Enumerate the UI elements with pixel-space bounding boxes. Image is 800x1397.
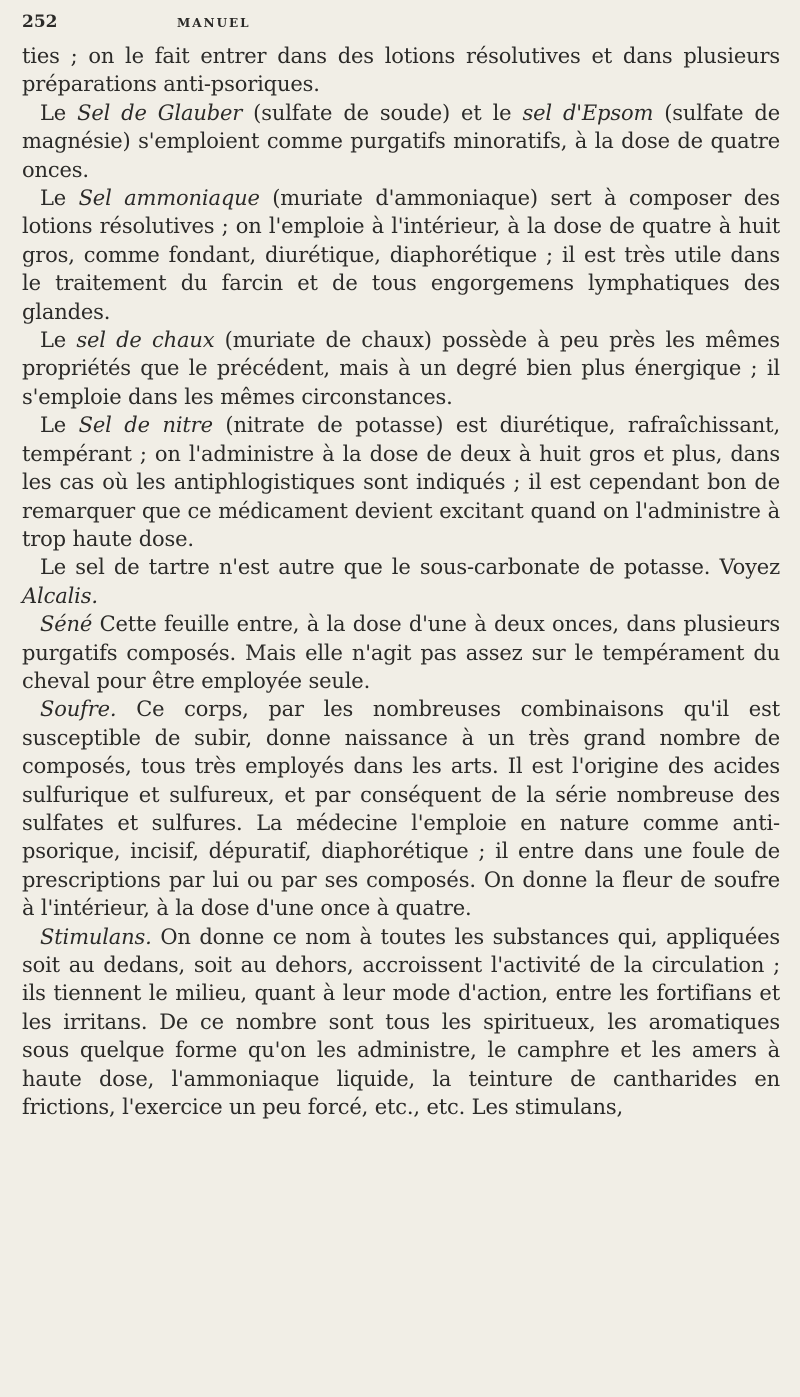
- text-run: (muriate d'ammoniaque) sert à composer des lotions résolutives ; on l'emploie à l'intérieur, à la dose de quatre à huit gros, comme fondant, diurétique, diaphorétique ; il est très utile dans le traitement du farcin et de tous engorgemens lymphatiques des glandes.: [22, 186, 780, 324]
- italic-term: Sel ammoniaque: [78, 186, 260, 211]
- body-text: [22, 42, 780, 1121]
- paragraph-sene: [22, 610, 780, 695]
- italic-term: Alcalis.: [22, 583, 98, 608]
- paragraph-sel-de-tartre: [22, 553, 780, 610]
- text-run: (muriate de chaux) possède à peu près les mêmes propriétés que le précédent, mais à un degré bien plus énergique ; il s'emploie dans les mêmes circonstances.: [22, 328, 780, 409]
- text-run: Le: [40, 100, 78, 125]
- paragraph-stimulans: [22, 923, 780, 1122]
- text-run: Le sel de tartre n'est autre que le sous-carbonate de potasse. Voyez: [40, 555, 780, 580]
- page-number: 252: [22, 12, 58, 32]
- text-run: Le: [40, 328, 77, 353]
- italic-term: sel d'Epsom: [522, 100, 654, 125]
- text-run: Le: [40, 413, 79, 438]
- paragraph-soufre: [22, 695, 780, 922]
- italic-term: Sel de nitre: [78, 413, 213, 438]
- italic-term: Sel de Glauber: [77, 100, 243, 125]
- paragraph-glauber-epsom-salts: [22, 99, 780, 184]
- paragraph-sel-de-nitre: [22, 411, 780, 553]
- text-run: Le: [40, 186, 79, 211]
- italic-term: Séné: [40, 612, 93, 637]
- italic-term: Soufre.: [40, 697, 117, 722]
- italic-term: sel de chaux: [76, 328, 215, 353]
- italic-term: Stimulans.: [40, 924, 152, 949]
- text-run: Cette feuille entre, à la dose d'une à deux onces, dans plusieurs purgatifs composés. Mais elle n'agit pas assez sur le tempérament du cheval pour être employée seule.: [22, 612, 780, 693]
- paragraph-continuation: [22, 42, 780, 99]
- text-run: (nitrate de potasse) est diurétique, rafraîchissant, tempérant ; on l'administre à la dose de deux à huit gros et plus, dans les cas où les antiphlogistiques sont indiqués ; il est cependant bon de remarquer que ce médicament devient excitant quand on l'administre à trop haute dose.: [22, 413, 780, 551]
- paragraph-sel-de-chaux: [22, 326, 780, 411]
- paragraph-sel-ammoniaque: [22, 184, 780, 326]
- text-run: (sulfate de soude) et le: [242, 100, 523, 125]
- running-title: MANUEL: [177, 16, 251, 30]
- running-header: [22, 12, 780, 34]
- text-run: (sulfate de magnésie) s'emploient comme purgatifs minoratifs, à la dose de quatre onces.: [22, 100, 780, 182]
- text-run: On donne ce nom à toutes les substances qui, appliquées soit au dedans, soit au dehors, accroissent l'activité de la circulation ; ils tiennent le milieu, quant à leur mode d'action, entre les fortifians et les irritans. De ce nombre sont tous les spiritueux, les aromatiques sous quelque forme qu'on les administre, le camphre et les amers à haute dose, l'ammoniaque liquide, la teinture de cantharides en frictions, l'exercice un peu forcé, etc., etc. Les stimulans,: [22, 924, 780, 1120]
- text-run: Ce corps, par les nombreuses combinaisons qu'il est susceptible de subir, donne naissance à un très grand nombre de composés, tous très employés dans les arts. Il est l'origine des acides sulfurique et sulfureux, et par conséquent de la série nombreuse des sulfates et sulfures. La médecine l'emploie en nature comme anti-psorique, incisif, dépuratif, diaphorétique ; il entre dans une foule de prescriptions par lui ou par ses composés. On donne la fleur de soufre à l'intérieur, à la dose d'une once à quatre.: [22, 697, 780, 921]
- text-run: ties ; on le fait entrer dans des lotions résolutives et dans plusieurs préparations anti-psoriques.: [22, 44, 780, 97]
